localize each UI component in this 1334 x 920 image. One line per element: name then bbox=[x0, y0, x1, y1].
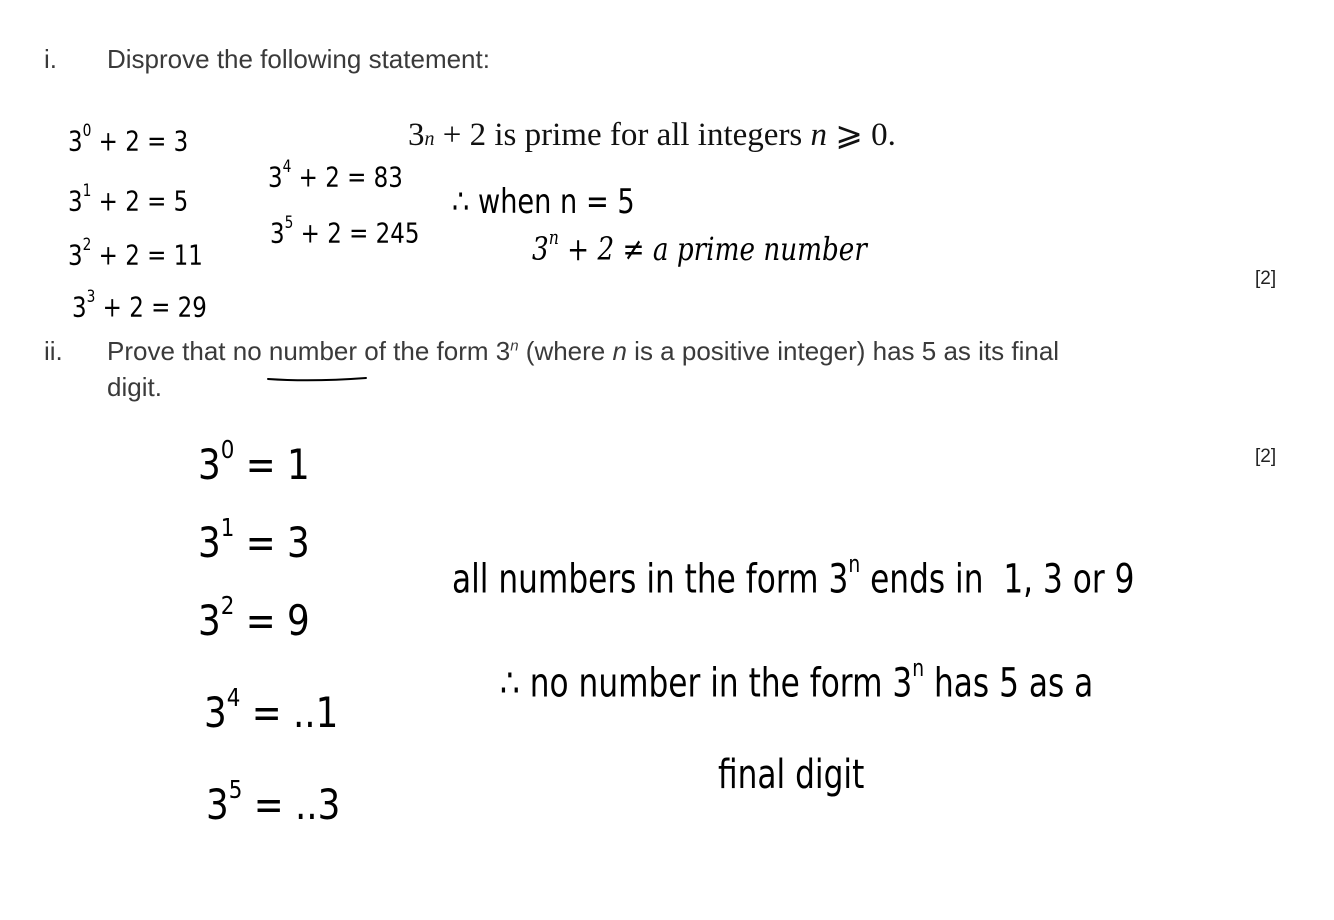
part-ii-line1 bbox=[107, 336, 1059, 367]
hw-ii-power-row-4: $3^4 = ..1$ bbox=[204, 682, 339, 737]
hw-i-col1-row-3: $3^2 + 2 = 11$ bbox=[68, 233, 203, 272]
hw-ii-statement-line2: ∴ no number in the form 3$^n$ has 5 as a bbox=[500, 654, 1094, 707]
statement-exp: n bbox=[424, 128, 435, 150]
hw-i-conclusion-line1: ∴ when n = 5 bbox=[452, 182, 635, 222]
hw-i-col1-row-4: $3^3 + 2 = 29$ bbox=[72, 285, 207, 324]
part-i-marks: [2] bbox=[1255, 268, 1277, 289]
hw-i-col1-row-1: $3^0 + 2 = 3$ bbox=[68, 119, 189, 158]
statement-var: n bbox=[810, 117, 828, 153]
statement-base: 3 bbox=[408, 117, 425, 153]
hw-ii-statement-line3: final digit bbox=[718, 752, 865, 798]
handwritten-underline bbox=[262, 372, 372, 386]
hw-ii-power-row-2: $3^1 = 3$ bbox=[198, 512, 310, 567]
part-i-instruction: Disprove the following statement: bbox=[107, 44, 490, 74]
part-ii-line1-mid: (where bbox=[518, 336, 613, 366]
statement-end: ⩾ 0. bbox=[827, 117, 896, 153]
hw-ii-statement-line1: all numbers in the form 3$^n$ ends in 1, 3 or 9 bbox=[452, 550, 1135, 603]
statement bbox=[408, 114, 896, 154]
part-ii-line1-exp: n bbox=[510, 337, 519, 355]
part-ii-line2: digit. bbox=[107, 372, 162, 402]
statement-mid: + 2 is prime for all integers bbox=[434, 117, 811, 153]
hw-ii-power-row-3: $3^2 = 9$ bbox=[198, 590, 310, 645]
part-ii-line1-start: Prove that no number of the form 3 bbox=[107, 336, 511, 366]
part-ii-line1-var: n bbox=[612, 336, 627, 366]
part-ii-marks: [2] bbox=[1255, 446, 1277, 467]
hw-ii-power-row-5: $3^5 = ..3$ bbox=[206, 774, 341, 829]
part-i-number: i. bbox=[44, 44, 57, 74]
hw-i-col1-row-2: $3^1 + 2 = 5$ bbox=[68, 179, 189, 218]
part-ii-line1-end: is a positive integer) has 5 as its final bbox=[626, 336, 1060, 366]
hw-ii-power-row-1: $3^0 = 1$ bbox=[198, 434, 310, 489]
hw-i-conclusion-line2: $3^n + 2 \ne a$ prime number bbox=[532, 225, 867, 268]
hw-i-col2-row-2: $3^5 + 2 = 245$ bbox=[270, 211, 420, 250]
part-ii-number: ii. bbox=[44, 336, 63, 366]
hw-i-col2-row-1: $3^4 + 2 = 83$ bbox=[268, 155, 403, 194]
